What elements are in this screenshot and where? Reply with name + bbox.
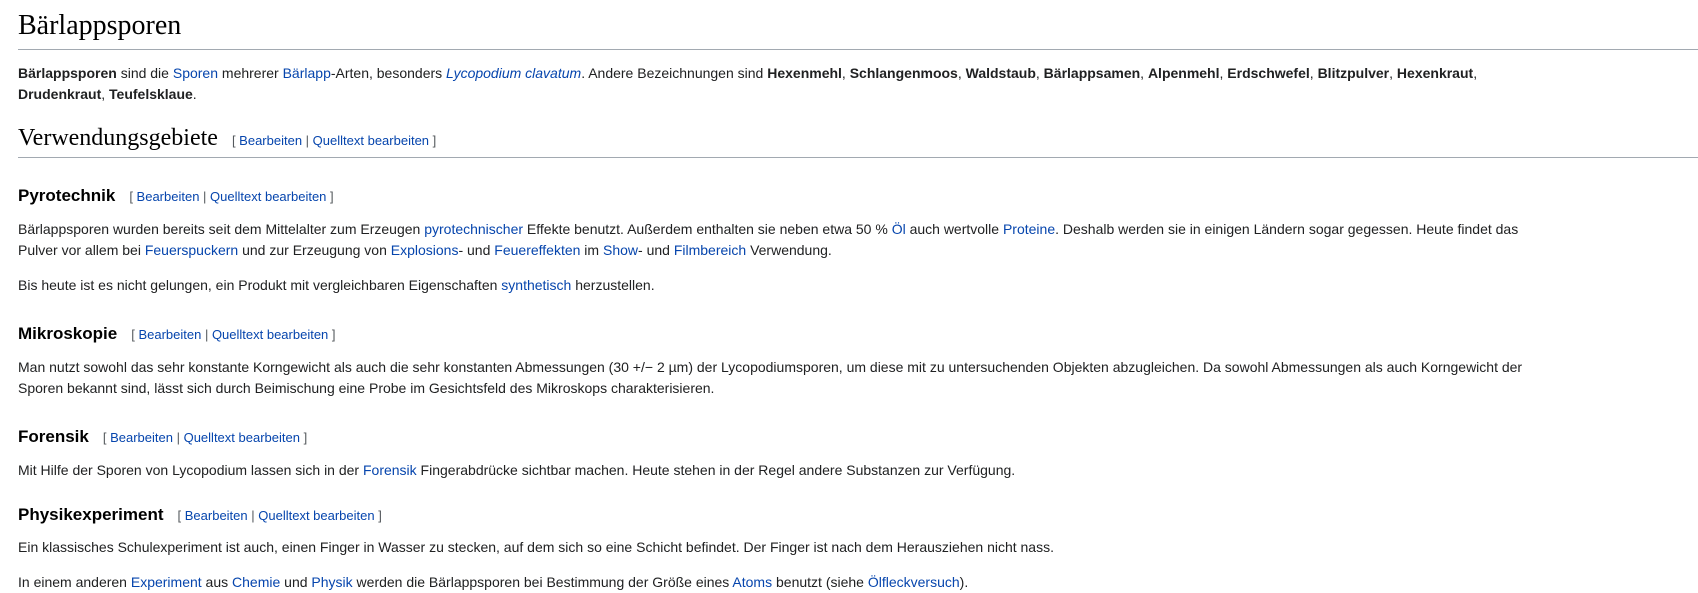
section-heading-verwendungsgebiete xyxy=(18,125,1698,158)
text-run: benutzt (siehe xyxy=(772,574,868,590)
text-run: und xyxy=(280,574,312,590)
edit-bracket-close: ] xyxy=(328,327,336,342)
text-run: mehrerer xyxy=(218,65,283,81)
wiki-link[interactable]: Physik xyxy=(311,574,353,590)
edit-separator: | xyxy=(302,133,313,148)
text-run: , xyxy=(1389,65,1397,81)
wiki-link[interactable]: Bärlapp xyxy=(282,65,331,81)
edit-separator: | xyxy=(201,327,212,342)
edit-separator: | xyxy=(199,189,211,204)
edit-source-link-pyrotechnik[interactable]: Quelltext bearbeiten xyxy=(210,189,327,204)
text-run: ). xyxy=(959,574,969,590)
edit-section-physikexperiment xyxy=(178,508,382,523)
heading-text: Physikexperiment xyxy=(18,505,164,524)
edit-source-link-physikexperiment[interactable]: Quelltext bearbeiten xyxy=(258,508,375,523)
text-run: im xyxy=(580,242,603,258)
edit-section-pyrotechnik xyxy=(129,189,333,204)
edit-source-link-mikroskopie[interactable]: Quelltext bearbeiten xyxy=(211,327,329,342)
bold-term: Hexenkraut xyxy=(1396,65,1474,81)
wiki-link[interactable]: Lycopodium clavatum xyxy=(446,65,582,81)
heading-text: Forensik xyxy=(18,427,89,446)
text-run: , xyxy=(1473,65,1478,81)
text-run: Bärlappsporen wurden bereits seit dem Mittelalter zum Erzeugen xyxy=(18,221,425,237)
bold-term: Hexenmehl xyxy=(767,65,842,81)
section-heading-mikroskopie xyxy=(18,324,1698,344)
text-run: , xyxy=(957,65,966,81)
bold-term: Drudenkraut xyxy=(18,86,102,102)
text-run: herzustellen. xyxy=(571,277,655,293)
text-run: Man nutzt sowohl das sehr konstante Korngewicht als auch die sehr konstanten Abmessungen (30 +/− 2 µm) der Lycopodiumsporen, um diese mit zu untersuchenden Objekten abzugleichen. Da sowohl Abmessungen als auch Korngewicht der Sporen bekannt sind, lässt sich durch Beimischung eine Probe im Gesichtsfeld des Mikroskops charakterisieren. xyxy=(18,359,1523,396)
wiki-link[interactable]: synthetisch xyxy=(501,277,572,293)
wiki-link[interactable]: Show xyxy=(602,242,639,258)
wiki-link[interactable]: Proteine xyxy=(1002,221,1056,237)
edit-link-mikroskopie[interactable]: Bearbeiten xyxy=(138,327,202,342)
wiki-link[interactable]: Feuereffekten xyxy=(494,242,581,258)
bold-term: Schlangenmoos xyxy=(849,65,958,81)
paragraph xyxy=(18,460,1546,481)
edit-source-link-forensik[interactable]: Quelltext bearbeiten xyxy=(183,430,300,445)
edit-bracket-open: [ xyxy=(177,508,185,523)
edit-bracket-open: [ xyxy=(102,430,111,445)
edit-link-physikexperiment[interactable]: Bearbeiten xyxy=(184,508,248,523)
text-run: . Andere Bezeichnungen sind xyxy=(581,65,768,81)
text-run: Fingerabdrücke sichtbar machen. Heute stehen in der Regel andere Substanzen zur Verfügung. xyxy=(416,462,1016,478)
paragraph xyxy=(18,537,1546,558)
paragraph xyxy=(18,275,1546,296)
bold-term: Waldstaub xyxy=(965,65,1036,81)
edit-section-forensik xyxy=(103,430,307,445)
edit-link-pyrotechnik[interactable]: Bearbeiten xyxy=(136,189,200,204)
edit-section-verwendungsgebiete xyxy=(232,133,436,148)
paragraph xyxy=(18,572,1546,593)
wiki-link[interactable]: Öl xyxy=(891,221,906,237)
paragraph xyxy=(18,219,1546,261)
bold-term: Blitzpulver xyxy=(1317,65,1390,81)
text-run: Verwendung. xyxy=(746,242,832,258)
text-run: werden die Bärlappsporen bei Bestimmung der Größe eines xyxy=(352,574,733,590)
section-heading-forensik xyxy=(18,427,1698,447)
wiki-link[interactable]: Experiment xyxy=(130,574,202,590)
edit-section-mikroskopie xyxy=(131,327,335,342)
text-run: - und xyxy=(638,242,674,258)
text-run: In einem anderen xyxy=(18,574,131,590)
article-body xyxy=(18,63,1698,593)
text-run: Effekte benutzt. Außerdem enthalten sie neben etwa 50 % xyxy=(523,221,892,237)
text-run: Bis heute ist es nicht gelungen, ein Produkt mit vergleichbaren Eigenschaften xyxy=(18,277,502,293)
wiki-link[interactable]: pyrotechnischer xyxy=(424,221,524,237)
bold-term: Erdschwefel xyxy=(1227,65,1310,81)
edit-link-forensik[interactable]: Bearbeiten xyxy=(110,430,173,445)
edit-bracket-open: [ xyxy=(129,189,137,204)
edit-bracket-open: [ xyxy=(231,133,240,148)
wiki-link[interactable]: Ölfleckversuch xyxy=(867,574,960,590)
text-run: sind die xyxy=(116,65,173,81)
wiki-link[interactable]: Sporen xyxy=(172,65,219,81)
bold-term: Alpenmehl xyxy=(1147,65,1220,81)
edit-separator: | xyxy=(247,508,259,523)
wiki-link[interactable]: Forensik xyxy=(362,462,417,478)
edit-bracket-close: ] xyxy=(326,189,334,204)
edit-bracket-close: ] xyxy=(374,508,382,523)
heading-text: Pyrotechnik xyxy=(18,186,116,205)
wiki-link[interactable]: Chemie xyxy=(232,574,281,590)
section-heading-pyrotechnik xyxy=(18,186,1698,206)
text-run: Mit Hilfe der Sporen von Lycopodium lassen sich in der xyxy=(18,462,363,478)
edit-bracket-open: [ xyxy=(131,327,139,342)
text-run: . xyxy=(192,86,197,102)
text-run: Ein klassisches Schulexperiment ist auch, einen Finger in Wasser zu stecken, auf dem sich so eine Schicht befindet. Der Finger ist nach dem Herausziehen nicht nass. xyxy=(18,539,1054,555)
text-run: , xyxy=(1035,65,1044,81)
text-run: , xyxy=(101,86,110,102)
text-run: - und xyxy=(458,242,495,258)
text-run: . Deshalb werden sie in einigen Ländern sogar gegessen. Heute findet das Pulver vor allem bei xyxy=(18,221,1519,258)
text-run: , xyxy=(841,65,850,81)
text-run: aus xyxy=(201,574,233,590)
wiki-link[interactable]: Feuerspuckern xyxy=(144,242,239,258)
section-heading-physikexperiment xyxy=(18,505,1698,525)
paragraph xyxy=(18,63,1546,105)
heading-text: Mikroskopie xyxy=(18,324,118,343)
text-run: -Arten, besonders xyxy=(330,65,447,81)
heading-text: Verwendungsgebiete xyxy=(18,125,218,151)
bold-term: Teufelsklaue xyxy=(109,86,193,102)
edit-separator: | xyxy=(172,430,184,445)
wiki-link[interactable]: Explosions xyxy=(390,242,459,258)
wiki-link[interactable]: Filmbereich xyxy=(673,242,747,258)
text-run: , xyxy=(1140,65,1148,81)
bold-term: Bärlappsamen xyxy=(1043,65,1141,81)
edit-bracket-close: ] xyxy=(299,430,308,445)
wiki-link[interactable]: Atoms xyxy=(732,574,773,590)
text-run: , xyxy=(1309,65,1318,81)
page-title: Bärlappsporen xyxy=(18,6,1698,50)
edit-link-verwendungsgebiete[interactable]: Bearbeiten xyxy=(239,133,303,148)
text-run: , xyxy=(1219,65,1228,81)
edit-bracket-close: ] xyxy=(429,133,437,148)
text-run: auch wertvolle xyxy=(905,221,1003,237)
edit-source-link-verwendungsgebiete[interactable]: Quelltext bearbeiten xyxy=(312,133,430,148)
text-run: und zur Erzeugung von xyxy=(238,242,391,258)
bold-term: Bärlappsporen xyxy=(18,65,117,81)
paragraph xyxy=(18,357,1546,399)
